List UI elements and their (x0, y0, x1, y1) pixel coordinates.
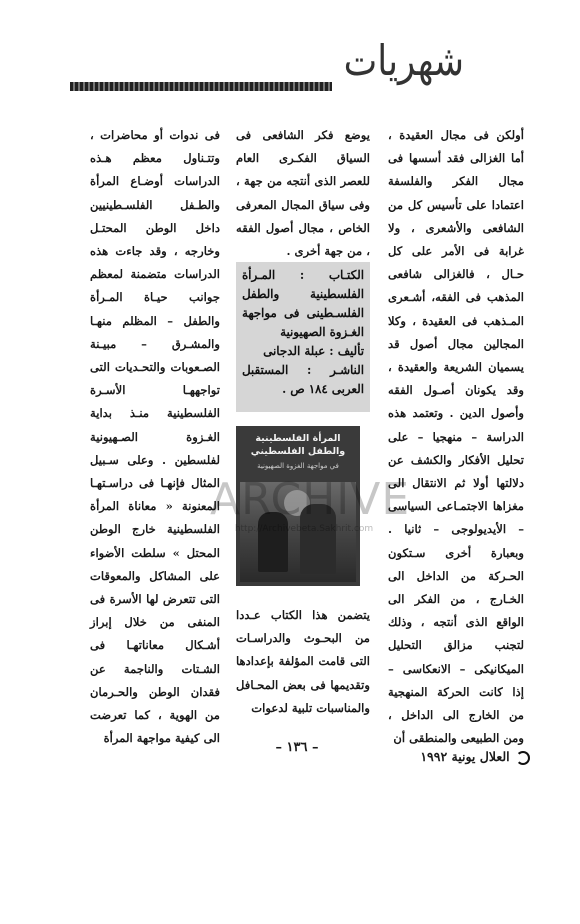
article-text-right: أولكن فى مجال العقيدة ، أما الغزالى فقد أسسها فى مجال الفكر والفلسفة اعتمادا على تأسيس كل من الشافعى والأشعرى ، ولا غرابة فى الأمر على كل حـال ، فالغزالى شافعى المذهب فى الفقه، أشـعرى المـذهب فى العقيدة ، وكلا المجالين مجال أصول قد يسميان الشريعة والعقيدة ، وقد يكونان أصـول الفقه وأصول الدين . وتعتمد هذه الدراسة – منهجيا – على تحليل الأفكار والكشف عن دلالتها أولا ثم الانتقال الى مغزاها الاجتمـاعى السياسى – الأيديولوجى – ثانيا . وبعبارة أخرى سـتكون الحـركة من الداخل الى الخـارج ، من الفكر الى الواقع الذى أنتجه ، وذلك لتجنب مزالق التحليل الميكانيكى – الانعكاسى – إذا كانت الحركة المنهجية من الخارج الى الداخل ، ومن الطبيعى والمنطقى أن (388, 128, 524, 746)
article-column-middle-top (236, 124, 370, 259)
archive-watermark-url: http://Archivebeta.Sakhrit.com (234, 524, 374, 534)
article-column-left (90, 124, 220, 746)
header-rule (70, 82, 332, 91)
article-column-middle-bottom (236, 604, 370, 726)
page-number: – ١٣٦ – (275, 740, 319, 755)
magazine-name: العلال (479, 749, 510, 764)
book-author-line: تأليف : عبلة الدجانى (263, 344, 364, 358)
book-info-box (236, 262, 370, 412)
book-title-line: الكتـاب : المـرأة الفلسطينية والطفل الفلسـطينى فى مواجهة الغـزوة الصهيونية (242, 268, 364, 339)
article-text-middle-top: يوضع فكر الشافعى فى السياق الفكـرى العام للعصر الذى أنتجه من جهة ، وفى سياق المجال المعرفى الخاص ، مجال أصول الفقه ، من جهة أخرى . (236, 128, 370, 259)
book-cover-title: المرأة الفلسطينية والطفل الفلسطيني (250, 433, 346, 457)
article-text-middle-bottom: يتضمن هذا الكتاب عـددا من البحـوث والدراسـات التى قامت المؤلفة بإعدادها وتقديمها فى بعض المحـافل والمناسبات تلبية لدعوات (236, 608, 370, 715)
article-column-right (388, 124, 524, 746)
article-text-left: فى ندوات أو محاضرات ، وتتـناول معظم هـذه الدراسات أوضـاع المرأة والطـفل الفلسـطينيين داخل الوطن المحتـل وخارجه ، وقد جاءت هذه الدراسات متضمنة لمعظم جوانب حيـاة المـرأة والطفل – المظلم منهـا والمشـرق – مبيـنة الصـعوبات والتحـديات التى تواجههـا الأسـرة الفلسطينية منـذ بداية الغـزوة الصـهيونية لفلسطين . وعلى سـبيل المثال فإنهـا فى دراسـتهـا المعنونة « معاناة المرأة الفلسطينية خارج الوطن المحتل » سلطت الأضواء على المشاكل والمعوقات التى تتعرض لها الأسرة فى المنفى من خلال إبراز أشـكال معاناتهـا فى الشـتات والناجمة عن فقدان الوطن والحـرمان من الهوية ، كما تعرضت الى كيفية مواجهة المرأة (90, 128, 220, 746)
crescent-icon (516, 751, 530, 765)
issue-date: يونية ١٩٩٢ (420, 749, 476, 764)
section-title: شهريات (343, 36, 465, 85)
book-cover-subtitle: في مواجهة الغزوة الصهيونية (257, 462, 339, 470)
archive-watermark: ARCHIVE (210, 474, 411, 525)
magazine-footer (380, 746, 530, 768)
book-publisher-line: الناشـر : المستقبل العربى ١٨٤ ص . (242, 363, 364, 396)
